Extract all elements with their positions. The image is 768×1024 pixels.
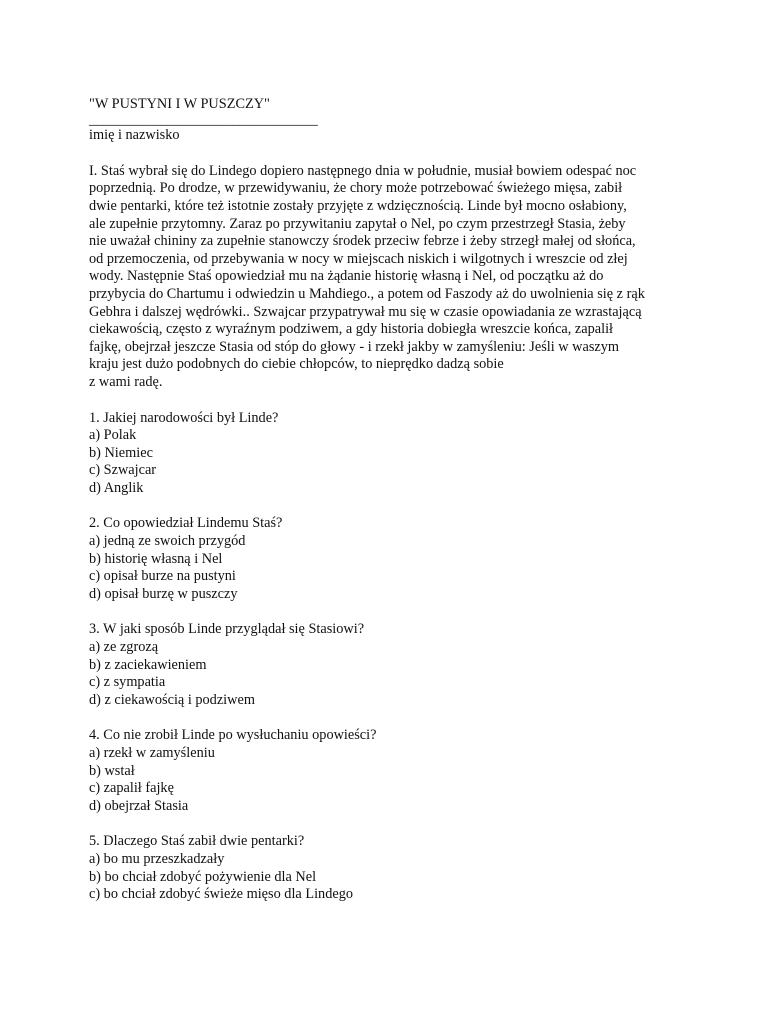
answer-option: a) bo mu przeszkadzały: [89, 850, 225, 867]
answer-option: d) Anglik: [89, 479, 144, 496]
question-block-1: [89, 410, 709, 498]
answer-option: a) ze zgrozą: [89, 639, 159, 656]
passage-line: przybycia do Chartumu i odwiedzin u Mahdiego., a potem od Faszody aż do uwolnienia się z rąk: [89, 285, 645, 302]
answer-option: b) wstał: [89, 762, 135, 779]
answer-option: b) bo chciał zdobyć pożywienie dla Nel: [89, 868, 317, 885]
question-block-4: [89, 727, 709, 815]
answer-option: d) opisał burzę w puszczy: [89, 585, 238, 602]
answer-option: c) bo chciał zdobyć świeże mięso dla Lindego: [89, 886, 353, 903]
answer-option: b) Niemiec: [89, 444, 153, 461]
passage-line: Gebhra i dalszej wędrówki.. Szwajcar przypatrywał mu się w czasie opowiadania ze wzrastającą: [89, 303, 642, 320]
reading-passage: [89, 163, 709, 392]
answer-option: c) opisał burze na pustyni: [89, 568, 236, 585]
question-block-5: [89, 833, 709, 903]
answer-option: d) obejrzał Stasia: [89, 797, 189, 814]
question-text: 2. Co opowiedział Lindemu Staś?: [89, 515, 283, 532]
answer-option: c) z sympatia: [89, 674, 166, 691]
question-text: 3. W jaki sposób Linde przyglądał się Stasiowi?: [89, 621, 365, 638]
passage-line: nie uważał chininy za zupełnie stanowczy środek przeciw febrze i żeby strzegł małej od słońca,: [89, 233, 636, 250]
answer-option: b) z zaciekawieniem: [89, 656, 207, 673]
question-text: 1. Jakiej narodowości był Linde?: [89, 409, 279, 426]
document-page: [89, 96, 709, 904]
name-underline: ________________________________: [89, 111, 318, 128]
passage-line: ciekawością, często z wyraźnym podziwem, a gdy historia dobiegła wreszcie końca, zapalił: [89, 321, 614, 338]
name-label: imię i nazwisko: [89, 127, 180, 144]
question-text: 5. Dlaczego Staś zabił dwie pentarki?: [89, 833, 305, 850]
passage-line: dwie pentarki, które też istotnie zostały przyjęte z wdzięcznością. Linde był mocno osłabiony,: [89, 197, 627, 214]
answer-option: a) Polak: [89, 427, 137, 444]
passage-line: fajkę, obejrzał jeszcze Stasia od stóp do głowy - i rzekł jakby w zamyśleniu: Jeśli w waszym: [89, 338, 620, 355]
question-text: 4. Co nie zrobił Linde po wysłuchaniu opowieści?: [89, 727, 377, 744]
passage-line: od przemoczenia, od przebywania w nocy w miejscach niskich i wilgotnych i wreszcie od złej: [89, 250, 628, 267]
answer-option: a) rzekł w zamyśleniu: [89, 745, 215, 761]
passage-line: I. Staś wybrał się do Lindego dopiero następnego dnia w południe, musiał bowiem odespać noc: [89, 162, 637, 179]
passage-line: kraju jest dużo podobnych do ciebie chłopców, to nieprędko dadzą sobie: [89, 356, 504, 373]
answer-option: d) z ciekawością i podziwem: [89, 691, 255, 708]
passage-line: wody. Następnie Staś opowiedział mu na żądanie historię własną i Nel, od początku aż do: [89, 268, 604, 285]
passage-line: poprzednią. Po drodze, w przewidywaniu, że chory może potrzebować świeżego mięsa, zabił: [89, 180, 623, 197]
question-block-3: [89, 621, 709, 709]
answer-option: b) historię własną i Nel: [89, 550, 223, 567]
answer-option: a) jedną ze swoich przygód: [89, 533, 246, 550]
passage-line: ale zupełnie przytomny. Zaraz po przywitaniu zapytał o Nel, po czym przestrzegł Stasia, żeby: [89, 215, 626, 232]
passage-line: z wami radę.: [89, 373, 163, 390]
document-title: "W PUSTYNI I W PUSZCZY": [89, 96, 270, 112]
answer-option: c) zapalił fajkę: [89, 780, 174, 797]
answer-option: c) Szwajcar: [89, 462, 157, 479]
question-block-2: [89, 515, 709, 603]
